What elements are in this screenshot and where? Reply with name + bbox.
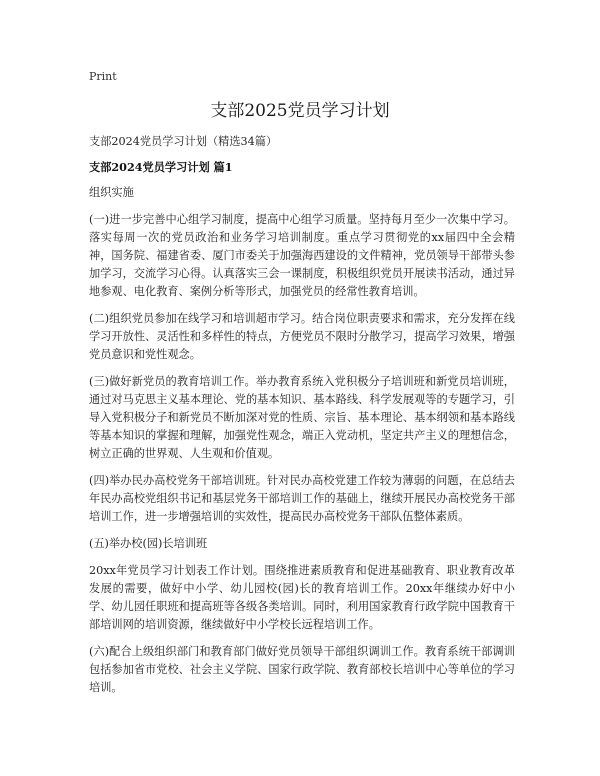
paragraph-item-6: (六)配合上级组织部门和教育部门做好党员领导干部组织调训工作。教育系统干部调训包括参加省市党校、社会主义学院、国家行政学院、教育部校长培训中心等单位的学习培训。 (89, 645, 515, 694)
page-title: 支部2025党员学习计划 (210, 101, 390, 121)
print-link[interactable]: Print (89, 70, 117, 83)
paragraph-item-3: (三)做好新党员的教育培训工作。举办教育系统入党积极分子培训班和新党员培训班，通过对马克思主义基本理论、党的基本知识、基本路线、科学发展观等的专题学习，引导入党积极分子和新党员不断加深对党的性质、宗旨、基本理论、基本纲领和基本路线等基本知识的掌握和理解，加强党性观念，端正入党动机，坚定共产主义的理想信念，树立正确的世界观、人生观和价值观。 (89, 375, 515, 460)
section-heading: 支部2024党员学习计划 篇1 (89, 160, 233, 174)
paragraph-organization: 组织实施 (89, 186, 134, 199)
document-subtitle: 支部2024党员学习计划（精选34篇） (89, 135, 278, 148)
document-body (89, 133, 515, 706)
paragraph-item-1: (一)进一步完善中心组学习制度，提高中心组学习质量。坚持每月至少一次集中学习。落实每周一次的党员政治和业务学习培训制度。重点学习贯彻党的xx届四中全会精神，国务院、福建省委、厦门市委关于加强海西建设的文件精神，党员领导干部带头参加学习，交流学习心得。认真落实三会一课制度，积极组织党员开展读书活动，通过异地参观、电化教育、案例分析等形式，加强党员的经常性教育培训。 (89, 213, 515, 298)
paragraph-item-4: (四)举办民办高校党务干部培训班。针对民办高校党建工作较为薄弱的问题，在总结去年民办高校党组织书记和基层党务干部培训工作的基础上，继续开展民办高校党务干部培训工作，进一步增强培训的实效性，提高民办高校党务干部队伍整体素质。 (89, 474, 515, 523)
paragraph-item-5-heading: (五)举办校(园)长培训班 (89, 537, 208, 550)
paragraph-item-2: (二)组织党员参加在线学习和培训超市学习。结合岗位职责要求和需求，充分发挥在线学习开放性、灵活性和多样性的特点，方便党员不限时分散学习，提高学习效果，增强党员意识和党性观念。 (89, 312, 515, 361)
paragraph-item-5-body: 20xx年党员学习计划表工作计划。围绕推进素质教育和促进基础教育、职业教育改革发展的需要，做好中小学、幼儿园校(园)长的教育培训工作。20xx年继续办好中小学、幼儿园任职班和提高班等各级各类培训。同时，利用国家教育行政学院中国教育干部培训网的培训资源，继续做好中小学校长远程培训工作。 (89, 564, 515, 631)
